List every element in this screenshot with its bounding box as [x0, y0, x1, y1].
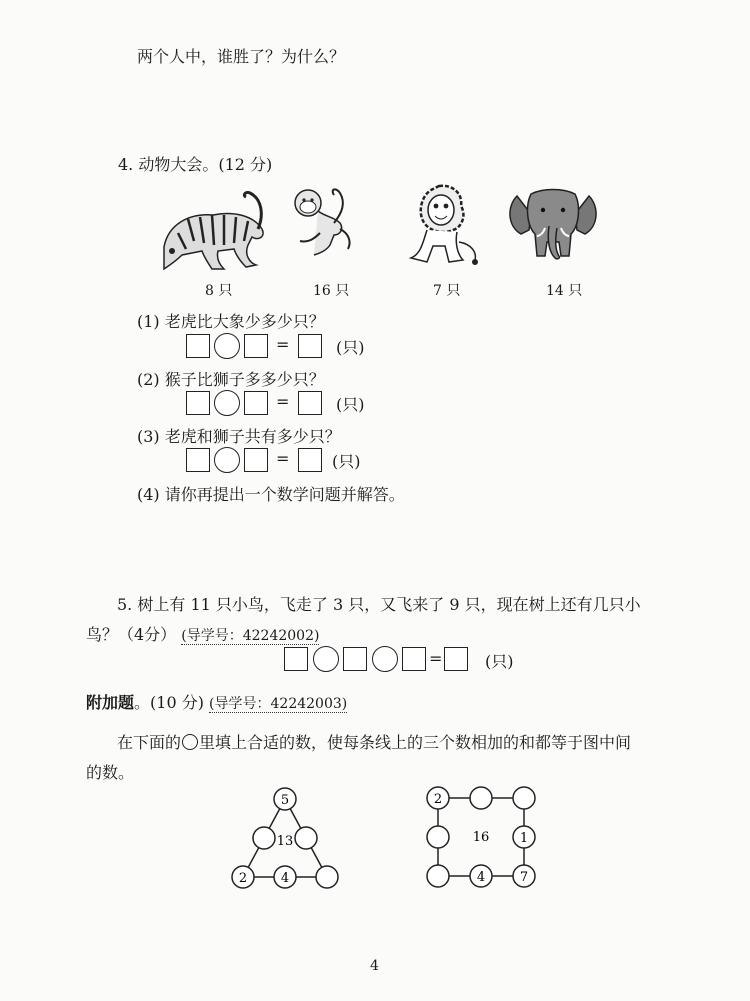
equals-sign: =	[276, 335, 290, 354]
blank-circle[interactable]	[427, 826, 449, 848]
square-top-left-value: 2	[433, 792, 443, 807]
q4-sub2-label: (2) 猴子比狮子多多少只？	[137, 370, 325, 389]
monkey-illustration	[290, 183, 362, 261]
question-5-line2	[86, 622, 319, 645]
square-diagram	[422, 783, 542, 893]
operator-circle[interactable]	[214, 447, 240, 473]
q4-sub3-label: (3) 老虎和狮子共有多少只？	[137, 427, 341, 446]
bonus-score: 。(10 分)	[134, 693, 204, 712]
triangle-center-value: 13	[276, 834, 294, 849]
answer-box[interactable]	[402, 647, 426, 671]
square-center-value: 16	[472, 830, 490, 845]
equals-sign: =	[276, 392, 290, 411]
question-4-title: 4. 动物大会。(12 分)	[118, 155, 273, 174]
answer-box[interactable]	[298, 448, 322, 472]
question-5-score: 鸟？（4分）	[86, 625, 177, 644]
answer-box[interactable]	[244, 334, 268, 358]
blank-circle[interactable]	[513, 787, 535, 809]
triangle-top-value: 5	[280, 793, 290, 808]
answer-box[interactable]	[186, 334, 210, 358]
guide-number: (导学号：42242002)	[181, 628, 320, 644]
answer-box[interactable]	[284, 647, 308, 671]
question-5-line1: 5. 树上有 11 只小鸟，飞走了 3 只，又飞来了 9 只，现在树上还有几只小	[117, 595, 641, 614]
monkey-count: 16 只	[313, 283, 350, 299]
page-number: 4	[370, 958, 379, 974]
triangle-bottom-mid-value: 4	[280, 871, 290, 886]
square-bottom-mid-value: 4	[476, 870, 486, 885]
unit-label: (只)	[485, 652, 514, 671]
triangle-diagram	[225, 785, 345, 895]
blank-circle[interactable]	[253, 827, 275, 849]
answer-box[interactable]	[186, 448, 210, 472]
q4-sub1-label: (1) 老虎比大象少多少只？	[137, 312, 325, 331]
triangle-bottom-left-value: 2	[238, 871, 248, 886]
answer-box[interactable]	[444, 647, 468, 671]
lion-count: 7 只	[433, 283, 461, 299]
square-right-mid-value: 1	[519, 831, 529, 846]
question-3-tail: 两个人中，谁胜了？为什么？	[137, 47, 346, 66]
blank-circle[interactable]	[470, 787, 492, 809]
blank-circle[interactable]	[295, 827, 317, 849]
guide-number: (导学号：42242003)	[209, 696, 348, 712]
bonus-instruction-line1: 在下面的 里填上合适的数，使每条线上的三个数相加的和都等于图中间	[117, 733, 632, 752]
equals-sign: =	[276, 449, 290, 468]
answer-box[interactable]	[298, 391, 322, 415]
blank-circle[interactable]	[427, 865, 449, 887]
operator-circle[interactable]	[214, 333, 240, 359]
operator-circle[interactable]	[372, 646, 398, 672]
unit-label: (只)	[332, 452, 361, 471]
bonus-instruction-line2: 的数。	[86, 763, 135, 782]
bonus-title: 附加题	[86, 693, 135, 712]
unit-label: (只)	[336, 395, 365, 414]
answer-box[interactable]	[244, 448, 268, 472]
answer-box[interactable]	[298, 334, 322, 358]
blank-circle[interactable]	[316, 866, 338, 888]
elephant-illustration	[503, 186, 603, 268]
q4-sub4-label: (4) 请你再提出一个数学问题并解答。	[137, 485, 405, 504]
elephant-count: 14 只	[546, 283, 583, 299]
answer-box[interactable]	[186, 391, 210, 415]
tiger-count: 8 只	[205, 283, 233, 299]
circle-symbol-icon	[182, 734, 198, 750]
square-bottom-right-value: 7	[519, 870, 529, 885]
unit-label: (只)	[336, 338, 365, 357]
equals-sign: =	[429, 649, 443, 668]
operator-circle[interactable]	[214, 390, 240, 416]
answer-box[interactable]	[343, 647, 367, 671]
lion-illustration	[405, 182, 481, 270]
operator-circle[interactable]	[313, 646, 339, 672]
answer-box[interactable]	[244, 391, 268, 415]
tiger-illustration	[158, 185, 270, 275]
bonus-header	[86, 690, 347, 713]
